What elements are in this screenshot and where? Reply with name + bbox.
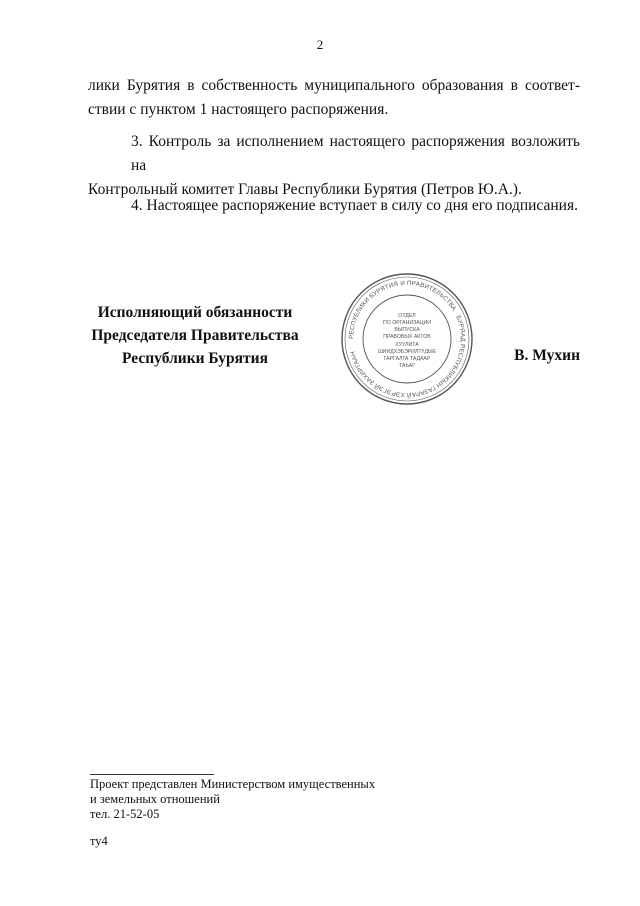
page-number: 2 bbox=[316, 37, 324, 52]
seal-center-text: ОТДЕЛ bbox=[398, 313, 416, 319]
seal-center-text: ПРАВОВЫХ АКТОВ bbox=[383, 334, 431, 340]
seal-center-text: ХУУЛИТА bbox=[395, 342, 419, 348]
footnote-divider bbox=[90, 774, 214, 775]
paragraph-line: 4. Настоящее распоряжение вступает в силу со дня его подписания. bbox=[131, 197, 578, 214]
signatory-position-line: Исполняющий обязанности bbox=[97, 304, 293, 321]
seal-center-text: ШИИДХЭБЭРИЛТҮДЫЕ bbox=[377, 349, 437, 355]
seal-graphic bbox=[340, 272, 474, 406]
document-code: ту4 bbox=[90, 834, 108, 848]
signatory-position bbox=[90, 301, 300, 370]
footnote-phone: тел. 21-52-05 bbox=[90, 807, 160, 821]
seal-center-text: ПО ОРГАНИЗАЦИИ bbox=[383, 320, 431, 326]
seal-center-text: ВЫПУСКА bbox=[394, 327, 420, 333]
signatory-position-line: Республики Бурятия bbox=[122, 350, 268, 367]
footnote-line: и земельных отношений bbox=[90, 792, 220, 806]
signatory-position-line: Председателя Правительства bbox=[91, 327, 299, 344]
paragraph-line: лики Бурятия в собственность муниципального образования в соответ- bbox=[88, 77, 580, 94]
paragraph-item-4 bbox=[88, 194, 580, 218]
footnote-line: Проект представлен Министерством имущественных bbox=[90, 777, 376, 791]
signatory-name: В. Мухин bbox=[514, 347, 580, 364]
seal-ring-text: РЕСПУБЛИКИ БУРЯТИЯ И ПРАВИТЕЛЬСТВА · БУРЯАД РЕСПУБЛИКЫН ГАЗАРАЙ ХЭРЭГЭЙ ЗАХИРГААН bbox=[347, 279, 467, 399]
paragraph-line: Контрольный комитет Главы Республики Бурятия (Петров Ю.А.). bbox=[88, 181, 522, 198]
paragraph-continuation bbox=[88, 74, 580, 122]
seal-center-text: ГАРГАЛГА ТАДААР bbox=[383, 356, 431, 362]
paragraph-item-3 bbox=[88, 130, 580, 202]
footnote bbox=[90, 777, 375, 822]
paragraph-line: ствии с пунктом 1 настоящего распоряжения. bbox=[88, 101, 389, 118]
official-seal-stamp bbox=[340, 272, 474, 406]
paragraph-line: 3. Контроль за исполнением настоящего распоряжения возложить на bbox=[131, 133, 580, 174]
seal-center-text: ТАЬАГ bbox=[398, 363, 416, 369]
